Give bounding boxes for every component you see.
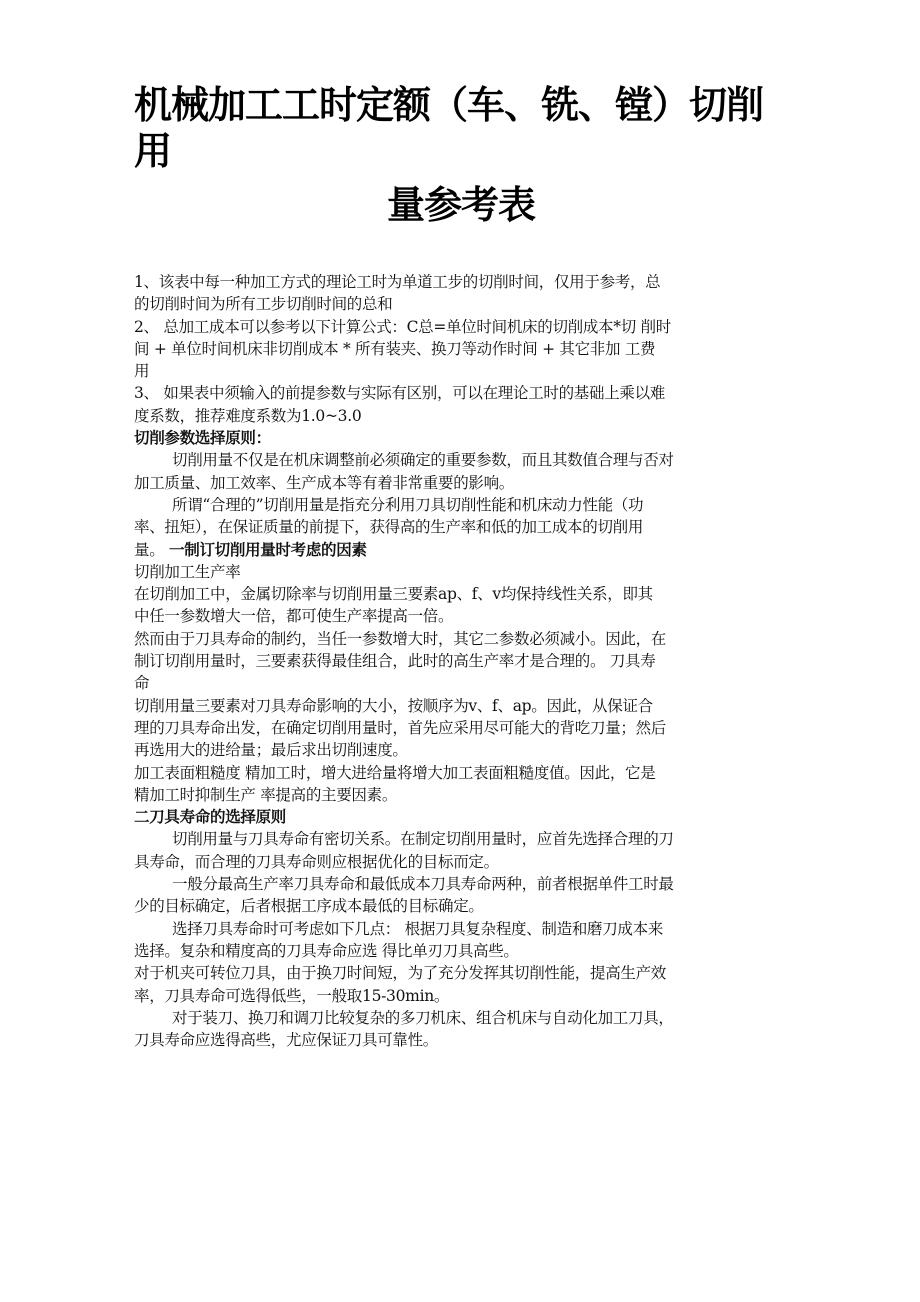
section-heading-tool-life: 二刀具寿命的选择原则 xyxy=(134,808,287,827)
paragraph-line: 率，刀具寿命可选得低些，一般取15-30min。 xyxy=(134,986,450,1005)
note-1-line: 的切削时间为所有工步切削时间的总和 xyxy=(134,295,393,314)
paragraph-line: 量。 xyxy=(134,540,165,559)
paragraph-line: 对于装刀、换刀和调刀比较复杂的多刀机床、组合机床与自动化加工刀具， xyxy=(172,1008,674,1027)
paragraph-line: 加工表面粗糙度 精加工时，增大进给量将增大加工表面粗糙度值。因此，它是 xyxy=(134,763,656,782)
paragraph-line: 具寿命，而合理的刀具寿命则应根据优化的目标而定。 xyxy=(134,852,499,871)
paragraph-line: 在切削加工中，金属切除率与切削用量三要素ap、f、v均保持线性关系，即其 xyxy=(134,585,653,604)
document-title-line-3: 量参考表 xyxy=(387,183,536,227)
paragraph-line: 加工质量、加工效率、生产成本等有着非常重要的影响。 xyxy=(134,473,515,492)
paragraph-line-with-heading xyxy=(134,539,794,561)
note-2-line: 2、 总加工成本可以参考以下计算公式：C总=单位时间机床的切削成本*切 削时 xyxy=(134,317,671,336)
document-body xyxy=(134,271,794,1051)
paragraph-line: 切削用量与刀具寿命有密切关系。在制定切削用量时，应首先选择合理的刀 xyxy=(172,830,674,849)
paragraph-line: 选择刀具寿命时可考虑如下几点： 根据刀具复杂程度、制造和磨刀成本来 xyxy=(172,919,664,938)
paragraph-line: 率、扭矩），在保证质量的前提下，获得高的生产率和低的加工成本的切削用 xyxy=(134,518,644,537)
note-3-line: 度系数，推荐难度系数为1.0~3.0 xyxy=(134,406,362,425)
paragraph-line: 再选用大的进给量；最后求出切削速度。 xyxy=(134,741,408,760)
note-2-line: 用 xyxy=(134,362,150,381)
paragraph-line: 切削用量三要素对刀具寿命影响的大小，按顺序为v、f、ap。因此，从保证合 xyxy=(134,696,653,715)
paragraph-line: 刀具寿命应选得高些，尤应保证刀具可靠性。 xyxy=(134,1031,439,1050)
paragraph-line: 切削用量不仅是在机床调整前必须确定的重要参数，而且其数值合理与否对 xyxy=(172,451,674,470)
paragraph-line: 命 xyxy=(134,674,150,693)
paragraph-line: 所谓“合理的”切削用量是指充分利用刀具切削性能和机床动力性能（功 xyxy=(172,495,644,514)
document-title-line-1: 机械加工工时定额（车、铣、镗）切削 xyxy=(134,83,764,127)
paragraph-line: 精加工时抑制生产 率提高的主要因素。 xyxy=(134,785,398,804)
paragraph-line: 选择。复杂和精度高的刀具寿命应选 得比单刃刀具高些。 xyxy=(134,941,519,960)
section-heading-factors: 一制订切削用量时考虑的因素 xyxy=(169,540,367,559)
paragraph-line: 少的目标确定，后者根据工序成本最低的目标确定。 xyxy=(134,897,484,916)
note-3-line: 3、 如果表中须输入的前提参数与实际有区别，可以在理论工时的基础上乘以难 xyxy=(134,384,665,403)
document-title-line-2: 用 xyxy=(134,129,172,173)
paragraph-line: 理的刀具寿命出发，在确定切削用量时，首先应采用尽可能大的背吃刀量；然后 xyxy=(134,718,667,737)
paragraph-line: 然而由于刀具寿命的制约，当任一参数增大时，其它二参数必须减小。因此，在 xyxy=(134,629,667,648)
paragraph-line: 中任一参数增大一倍，都可使生产率提高一倍。 xyxy=(134,607,454,626)
paragraph-line: 制订切削用量时，三要素获得最佳组合，此时的高生产率才是合理的。 刀具寿 xyxy=(134,652,656,671)
note-2-line: 间 + 单位时间机床非切削成本 * 所有装夹、换刀等动作时间 + 其它非加 工费 xyxy=(134,339,656,358)
paragraph-line: 对于机夹可转位刀具，由于换刀时间短，为了充分发挥其切削性能，提高生产效 xyxy=(134,964,667,983)
subheading-productivity: 切削加工生产率 xyxy=(134,562,241,581)
section-heading-cutting-params: 切削参数选择原则： xyxy=(134,429,271,448)
note-1-line: 1、该表中每一种加工方式的理论工时为单道工步的切削时间，仅用于参考，总 xyxy=(134,273,661,291)
paragraph-line: 一般分最高生产率刀具寿命和最低成本刀具寿命两种，前者根据单件工时最 xyxy=(172,875,674,894)
